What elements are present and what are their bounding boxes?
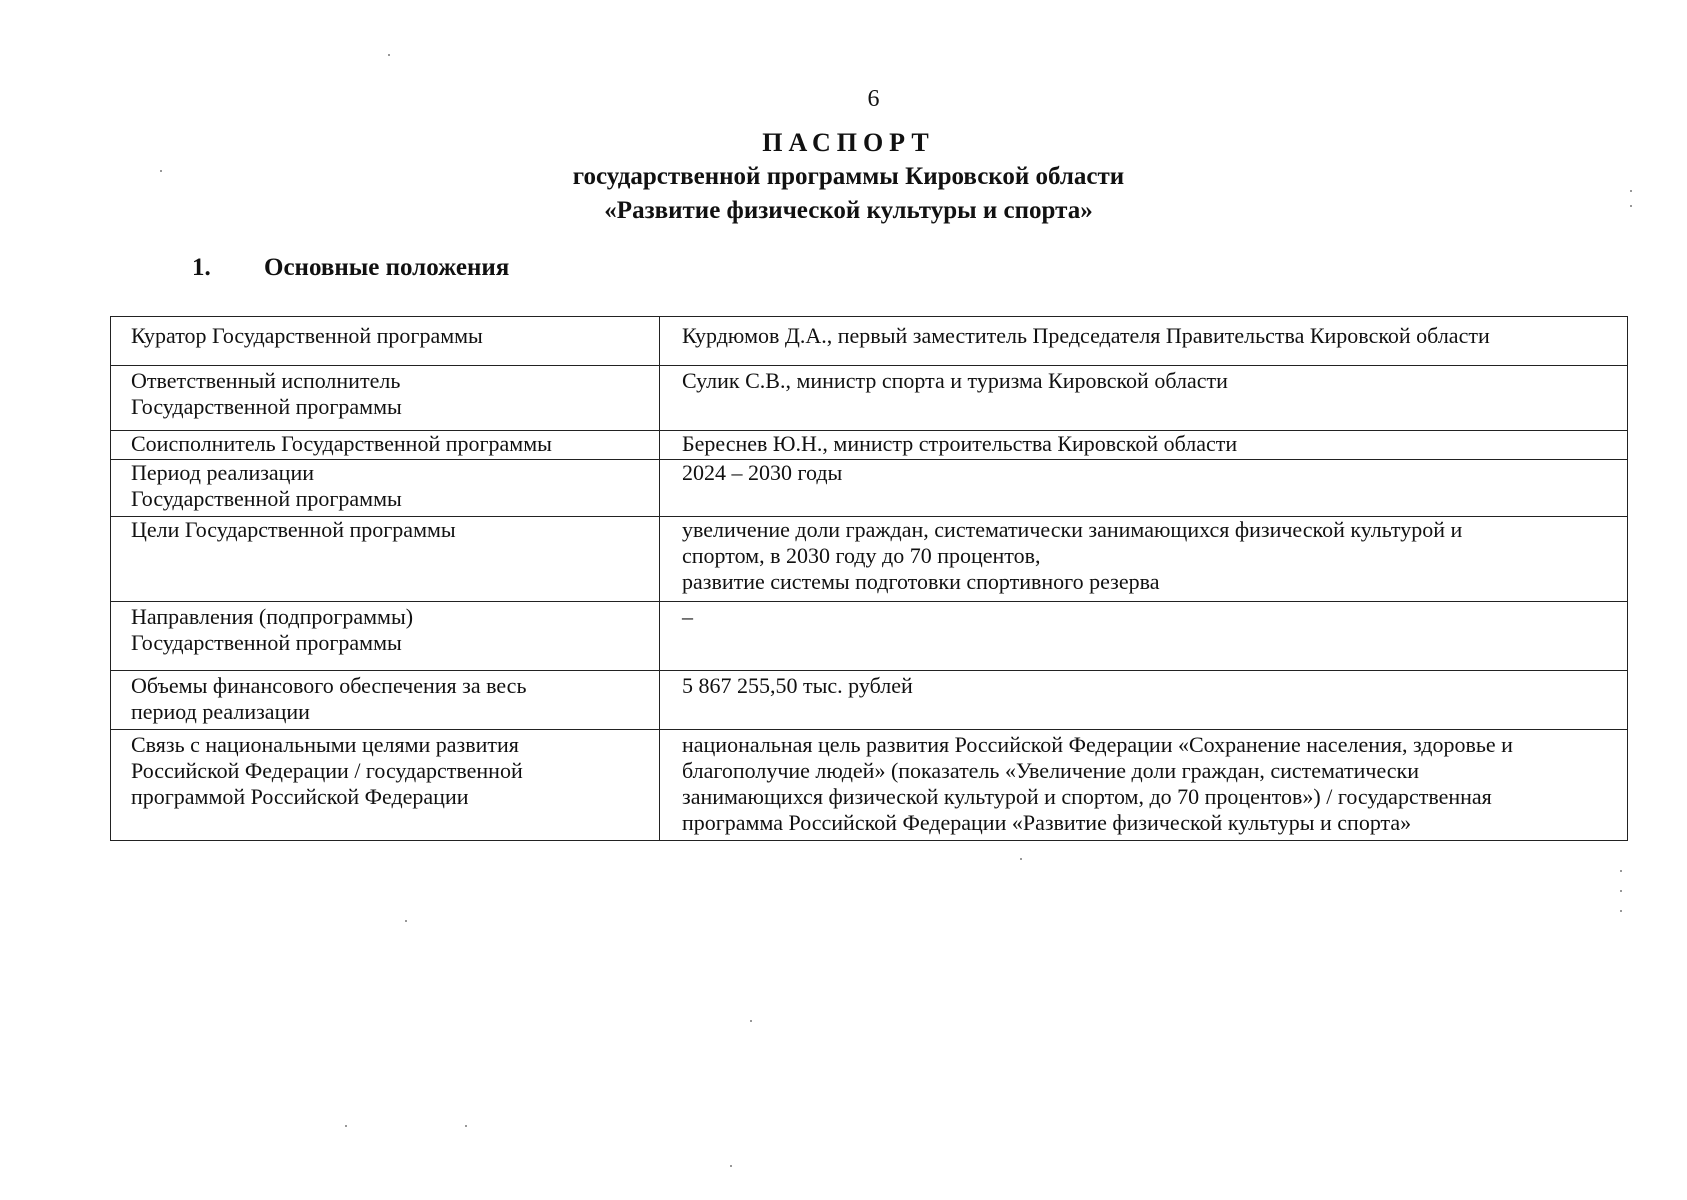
- title-line-2: государственной программы Кировской области: [572, 163, 1125, 190]
- row-value-funding: 5 867 255,50 тыс. рублей: [660, 671, 1628, 730]
- row-label-directions: Направления (подпрограммы) Государственной программы: [111, 602, 660, 671]
- scan-speck: [730, 1165, 732, 1167]
- row-value-directions: –: [660, 602, 1628, 671]
- row-label-period: Период реализации Государственной программы: [111, 460, 660, 517]
- scan-speck: [1620, 890, 1622, 892]
- row-value-goals: увеличение доли граждан, систематически занимающихся физической культурой и спортом, в 2030 году до 70 процентов, развитие системы подготовки спортивного резерва: [660, 517, 1628, 602]
- scan-speck: [160, 170, 162, 172]
- section-heading: [192, 254, 509, 282]
- table-row: [111, 317, 1628, 366]
- scan-speck: [1020, 858, 1022, 860]
- table-row: [111, 431, 1628, 460]
- row-value-curator: Курдюмов Д.А., первый заместитель Председателя Правительства Кировской области: [660, 317, 1628, 366]
- scan-speck: [465, 1125, 467, 1127]
- table-row: [111, 602, 1628, 671]
- scan-speck: [405, 920, 407, 922]
- table-row: [111, 730, 1628, 841]
- row-label-goals: Цели Государственной программы: [111, 517, 660, 602]
- section-title: Основные положения: [264, 254, 510, 281]
- row-value-period: 2024 – 2030 годы: [660, 460, 1628, 517]
- table-row: [111, 366, 1628, 431]
- row-label-coexecutor: Соисполнитель Государственной программы: [111, 431, 660, 460]
- page-number: 6: [867, 86, 880, 112]
- title-line-3: «Развитие физической культуры и спорта»: [604, 197, 1093, 224]
- row-label-funding: Объемы финансового обеспечения за весь период реализации: [111, 671, 660, 730]
- row-value-national-goals: национальная цель развития Российской Федерации «Сохранение населения, здоровье и благополучие людей» (показатель «Увеличение доли граждан, систематически занимающихся физической культурой и спортом, до 70 процентов») / государственная программа Российской Федерации «Развитие физической культуры и спорта»: [660, 730, 1628, 841]
- scan-speck: [1620, 910, 1622, 912]
- scan-speck: [1630, 205, 1632, 207]
- row-label-curator: Куратор Государственной программы: [111, 317, 660, 366]
- scan-speck: [345, 1125, 347, 1127]
- scan-speck: [1630, 190, 1632, 192]
- row-value-coexecutor: Береснев Ю.Н., министр строительства Кировской области: [660, 431, 1628, 460]
- scan-speck: [388, 54, 390, 56]
- table-row: [111, 517, 1628, 602]
- scan-speck: [1620, 870, 1622, 872]
- row-label-national-goals: Связь с национальными целями развития Российской Федерации / государственной программой Российской Федерации: [111, 730, 660, 841]
- table-row: [111, 671, 1628, 730]
- scan-speck: [750, 1020, 752, 1022]
- section-number: 1.: [192, 254, 211, 281]
- row-label-responsible: Ответственный исполнитель Государственной программы: [111, 366, 660, 431]
- document-title: [0, 126, 1687, 228]
- title-line-1: ПАСПОРТ: [762, 128, 935, 157]
- row-value-responsible: Сулик С.В., министр спорта и туризма Кировской области: [660, 366, 1628, 431]
- passport-table: [110, 316, 1628, 841]
- table-row: [111, 460, 1628, 517]
